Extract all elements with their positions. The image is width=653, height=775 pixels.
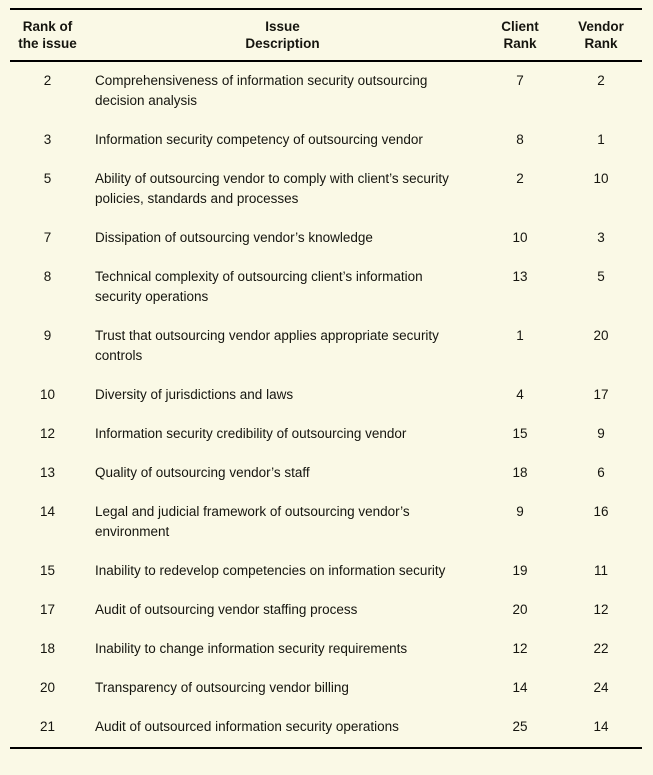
table-row: [10, 376, 642, 415]
issue-rank-cell: 14: [39, 504, 56, 519]
table-row: [10, 591, 642, 630]
table-row: [10, 258, 642, 317]
issue-rank-cell: 21: [39, 719, 56, 734]
header-rank-of-issue: Rank of the issue: [10, 9, 85, 61]
header-vendor-rank: Vendor Rank: [560, 9, 642, 61]
issue-description-cell: Quality of outsourcing vendor’s staff: [95, 465, 310, 480]
client-rank-cell: 1: [516, 328, 524, 343]
client-rank-cell: 20: [512, 602, 528, 617]
client-rank-cell: 8: [516, 132, 524, 147]
client-rank-cell: 9: [516, 504, 524, 519]
table-row: [10, 61, 642, 121]
client-rank-cell: 18: [512, 465, 528, 480]
vendor-rank-cell: 6: [597, 465, 605, 480]
vendor-rank-cell: 11: [593, 563, 608, 578]
issue-rank-cell: 17: [39, 602, 56, 617]
issue-rank-cell: 2: [43, 73, 52, 88]
issue-description-cell: Transparency of outsourcing vendor billing: [95, 680, 349, 695]
vendor-rank-cell: 2: [597, 73, 605, 88]
issue-rank-cell: 7: [43, 230, 52, 245]
issues-ranking-table: [10, 8, 642, 749]
issue-description-cell: Inability to change information security requirements: [95, 641, 408, 656]
vendor-rank-cell: 5: [597, 269, 605, 284]
table-row: [10, 415, 642, 454]
table-row: [10, 552, 642, 591]
client-rank-cell: 10: [512, 230, 528, 245]
issue-rank-cell: 5: [43, 171, 52, 186]
table-row: [10, 317, 642, 376]
issue-description-cell: Dissipation of outsourcing vendor’s knowledge: [95, 230, 373, 245]
issue-description-cell: Inability to redevelop competencies on information security: [95, 563, 446, 578]
issue-description-cell: Ability of outsourcing vendor to comply with client’s security policies, standards and processes: [95, 171, 449, 206]
table-row: [10, 708, 642, 748]
client-rank-cell: 2: [516, 171, 524, 186]
vendor-rank-cell: 24: [593, 680, 609, 695]
table-row: [10, 630, 642, 669]
client-rank-cell: 15: [512, 426, 528, 441]
header-issue-description: Issue Description: [85, 9, 480, 61]
issue-rank-cell: 13: [39, 465, 56, 480]
table-row: [10, 121, 642, 160]
vendor-rank-cell: 12: [593, 602, 609, 617]
table-row: [10, 454, 642, 493]
table-row: [10, 219, 642, 258]
vendor-rank-cell: 1: [597, 132, 605, 147]
vendor-rank-cell: 16: [593, 504, 609, 519]
header-client-rank: Client Rank: [480, 9, 560, 61]
issue-description-cell: Information security credibility of outsourcing vendor: [95, 426, 407, 441]
table-row: [10, 160, 642, 219]
vendor-rank-cell: 3: [597, 230, 605, 245]
issue-description-cell: Diversity of jurisdictions and laws: [95, 387, 294, 402]
issue-rank-cell: 20: [39, 680, 56, 695]
client-rank-cell: 13: [512, 269, 528, 284]
client-rank-cell: 7: [516, 73, 524, 88]
table-row: [10, 669, 642, 708]
issue-rank-cell: 15: [39, 563, 56, 578]
issue-description-cell: Legal and judicial framework of outsourcing vendor’s environment: [95, 504, 410, 539]
client-rank-cell: 25: [512, 719, 528, 734]
vendor-rank-cell: 9: [597, 426, 605, 441]
issue-description-cell: Audit of outsourcing vendor staffing process: [95, 602, 358, 617]
vendor-rank-cell: 20: [593, 328, 609, 343]
issue-rank-cell: 3: [43, 132, 52, 147]
issue-rank-cell: 18: [39, 641, 56, 656]
client-rank-cell: 14: [512, 680, 528, 695]
client-rank-cell: 19: [512, 563, 528, 578]
issue-rank-cell: 9: [43, 328, 52, 343]
vendor-rank-cell: 10: [593, 171, 609, 186]
client-rank-cell: 4: [516, 387, 524, 402]
issue-rank-cell: 12: [39, 426, 56, 441]
vendor-rank-cell: 14: [593, 719, 609, 734]
table-row: [10, 493, 642, 552]
issue-rank-cell: 8: [43, 269, 52, 284]
issue-description-cell: Technical complexity of outsourcing client’s information security operations: [95, 269, 423, 304]
vendor-rank-cell: 22: [593, 641, 609, 656]
client-rank-cell: 12: [512, 641, 528, 656]
issue-description-cell: Comprehensiveness of information security outsourcing decision analysis: [95, 73, 428, 108]
ranking-table: [10, 8, 642, 749]
issue-description-cell: Trust that outsourcing vendor applies appropriate security controls: [95, 328, 439, 363]
issue-rank-cell: 10: [39, 387, 56, 402]
issue-description-cell: Audit of outsourced information security operations: [95, 719, 399, 734]
header-row: [10, 9, 642, 61]
vendor-rank-cell: 17: [593, 387, 609, 402]
issue-description-cell: Information security competency of outsourcing vendor: [95, 132, 423, 147]
